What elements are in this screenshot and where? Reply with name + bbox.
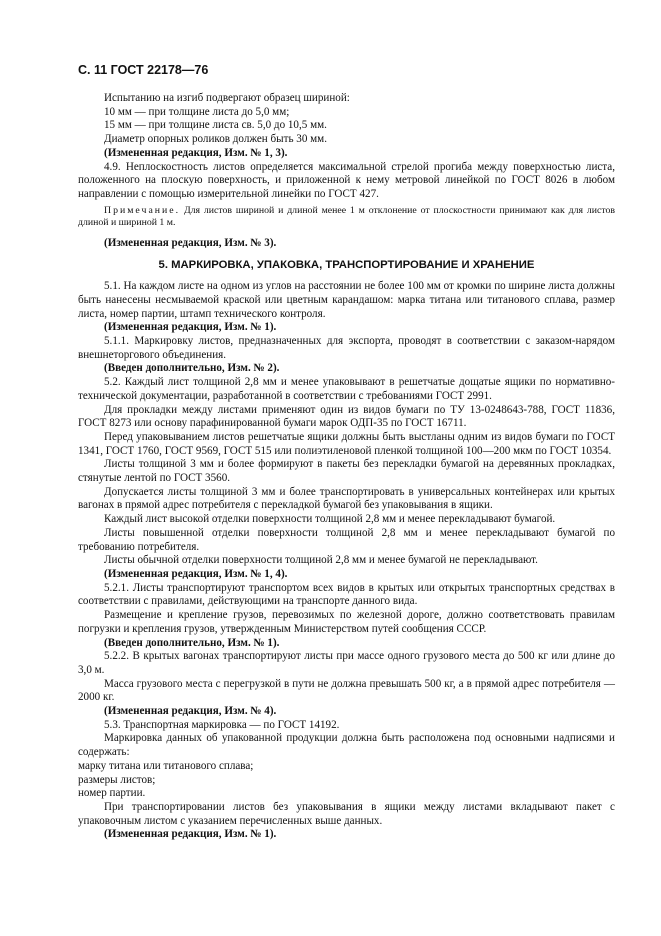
paragraph: 5.2.2. В крытых вагонах транспортируют листы при массе одного грузового места до 500 кг или длине до 3,0 м.	[78, 650, 615, 676]
document-body	[78, 92, 615, 842]
amendment-note: (Измененная редакция, Изм. № 4).	[104, 705, 277, 718]
amendment-note: (Измененная редакция, Изм. № 1).	[104, 828, 277, 841]
amendment-note: (Введен дополнительно, Изм. № 2).	[104, 362, 280, 375]
paragraph: Испытанию на изгиб подвергают образец шириной:	[104, 92, 350, 104]
page-header: С. 11 ГОСТ 22178—76	[78, 63, 209, 77]
paragraph: Масса грузового места с перегрузкой в пути не должна превышать 500 кг, а в прямой адрес потребителя — 2000 кг.	[78, 677, 615, 704]
paragraph: 15 мм — при толщине листа св. 5,0 до 10,5 мм.	[104, 119, 327, 132]
paragraph: Размещение и крепление грузов, перевозимых по железной дороге, должно соответствовать правилам погрузки и крепления грузов, утвержденным Министерством путей сообщения СССР.	[78, 609, 615, 635]
note-paragraph	[78, 205, 615, 230]
paragraph: Диаметр опорных роликов должен быть 30 мм.	[104, 133, 327, 146]
paragraph: Для прокладки между листами применяют один из видов бумаги по ТУ 13-0248643-788, ГОСТ 11836, ГОСТ 8273 или основу парафинированной бумаги марок ОДП-35 по ГОСТ 16711.	[78, 403, 615, 430]
amendment-note: (Измененная редакция, Изм. № 1).	[104, 321, 277, 334]
paragraph: Листы обычной отделки поверхности толщиной 2,8 мм и менее бумагой не перекладывают.	[104, 554, 538, 567]
paragraph: Листы толщиной 3 мм и более формируют в пакеты без перекладки бумагой на деревянных прокладках, стянутые лентой по ГОСТ 3560.	[78, 458, 615, 485]
paragraph: 5.1.1. Маркировку листов, предназначенных для экспорта, проводят в соответствии с заказом-нарядом внешнеторгового объединения.	[78, 335, 615, 361]
list-item: размеры листов;	[78, 773, 156, 786]
paragraph: 10 мм — при толщине листа до 5,0 мм;	[104, 105, 290, 118]
paragraph: Каждый лист высокой отделки поверхности толщиной 2,8 мм и менее перекладывают бумагой.	[104, 513, 556, 526]
amendment-note: (Измененная редакция, Изм. № 1, 4).	[104, 567, 288, 580]
paragraph: Допускается листы толщиной 3 мм и более транспортировать в универсальных контейнерах или крытых вагонах в прямой адрес потребителя с перекладкой бумагой без упаковывания в ящики.	[78, 485, 615, 512]
amendment-note: (Измененная редакция, Изм. № 3).	[104, 236, 277, 249]
paragraph: 5.1. На каждом листе на одном из углов на расстоянии не более 100 мм от кромки по ширине листа должны быть нанесены несмываемой краской или цветным карандашом: марка титана или титанового сплава, размер листа, номер партии, штамп технического контроля.	[78, 280, 615, 320]
paragraph: 5.2.1. Листы транспортируют транспортом всех видов в крытых или открытых транспортных средствах в соответствии с правилами, действующими на транспорте данного вида.	[78, 581, 615, 608]
list-item: номер партии.	[78, 787, 146, 800]
paragraph: Листы повышенной отделки поверхности толщиной 2,8 мм и менее перекладывают бумагой по требованию потребителя.	[78, 526, 615, 553]
paragraph: Перед упаковыванием листов решетчатые ящики должны быть выстланы одним из видов бумаги по ГОСТ 1341, ГОСТ 1760, ГОСТ 9569, ГОСТ 515 или полиэтиленовой пленкой толщиной 100—200 мкм по ГОСТ 10354.	[78, 430, 615, 457]
paragraph: 5.2. Каждый лист толщиной 2,8 мм и менее упаковывают в решетчатые дощатые ящики по нормативно-технической документации, разработанной в соответствии с требованиями ГОСТ 2991.	[78, 376, 615, 402]
paragraph: 4.9. Неплоскостность листов определяется максимальной стрелой прогиба между поверхностью листа, положенного на плоскую поверхность, и приложенной к нему метровой линейкой по ГОСТ 8026 в любом направлении с помощью измерительной линейки по ГОСТ 427.	[78, 160, 615, 200]
note-text: Для листов шириной и длиной менее 1 м отклонение от плоскостности принимают как для листов длиной и шириной 1 м.	[78, 204, 615, 229]
amendment-note: (Измененная редакция, Изм. № 1, 3).	[104, 146, 288, 159]
section-title: 5. МАРКИРОВКА, УПАКОВКА, ТРАНСПОРТИРОВАНИЕ И ХРАНЕНИЕ	[158, 258, 535, 271]
list-item: марку титана или титанового сплава;	[78, 759, 254, 772]
paragraph: Маркировка данных об упакованной продукции должна быть расположена под основными надписями и содержать:	[78, 732, 615, 759]
amendment-note: (Введен дополнительно, Изм. № 1).	[104, 636, 280, 649]
paragraph: При транспортировании листов без упаковывания в ящики между листами вкладывают пакет с упаковочным листом с указанием перечисленных выше данных.	[78, 800, 615, 827]
paragraph: 5.3. Транспортная маркировка — по ГОСТ 14192.	[104, 718, 340, 731]
note-label: Примечание.	[104, 204, 181, 216]
